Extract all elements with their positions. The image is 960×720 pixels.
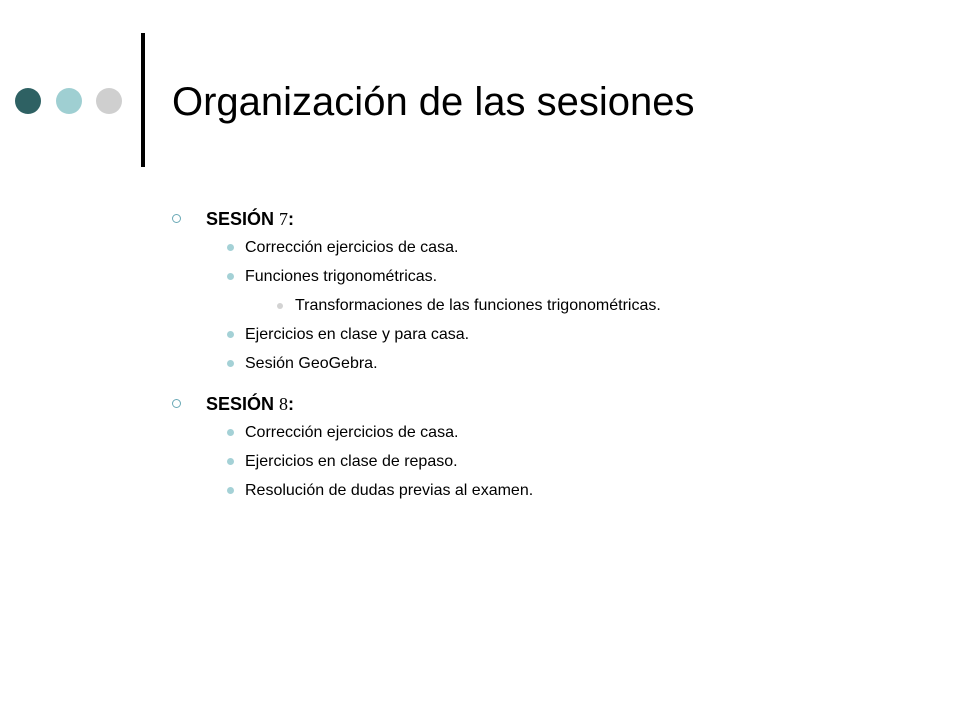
session-label-text: SESIÓN xyxy=(206,209,275,229)
list-item-text: Corrección ejercicios de casa. xyxy=(245,424,459,441)
slide-title: Organización de las sesiones xyxy=(172,80,695,124)
list-item-text: Funciones trigonométricas. xyxy=(245,268,438,285)
bullet-icon xyxy=(227,487,234,494)
decorative-dot-dark xyxy=(15,88,41,114)
list-item-text: Resolución de dudas previas al examen. xyxy=(245,482,534,499)
list-item-text: Ejercicios en clase de repaso. xyxy=(245,453,458,470)
list-item xyxy=(172,476,932,505)
sub-list-item xyxy=(172,291,932,320)
sub-list-item-text: Transformaciones de las funciones trigonométricas. xyxy=(295,297,661,314)
ring-bullet-icon xyxy=(172,214,181,223)
list-item xyxy=(172,320,932,349)
list-item-text: Corrección ejercicios de casa. xyxy=(245,239,459,256)
title-divider xyxy=(141,33,145,167)
list-item-text: Ejercicios en clase y para casa. xyxy=(245,326,470,343)
session-heading xyxy=(172,205,932,233)
session-colon: : xyxy=(288,394,295,414)
session-colon: : xyxy=(288,209,295,229)
list-item xyxy=(172,233,932,262)
session-7 xyxy=(172,205,932,378)
bullet-icon xyxy=(227,458,234,465)
sub-bullet-icon xyxy=(277,303,283,309)
bullet-icon xyxy=(227,273,234,280)
slide-content xyxy=(172,205,932,505)
list-item xyxy=(172,447,932,476)
list-item xyxy=(172,418,932,447)
session-8 xyxy=(172,390,932,505)
list-item xyxy=(172,349,932,378)
session-label xyxy=(206,209,294,229)
bullet-icon xyxy=(227,331,234,338)
session-heading xyxy=(172,390,932,418)
bullet-icon xyxy=(227,360,234,367)
list-item xyxy=(172,262,932,291)
decorative-dot-teal xyxy=(56,88,82,114)
list-item-text: Sesión GeoGebra. xyxy=(245,355,378,372)
bullet-icon xyxy=(227,429,234,436)
session-label-text: SESIÓN xyxy=(206,394,275,414)
session-number: 7 xyxy=(279,209,289,229)
session-label xyxy=(206,394,294,414)
session-number: 8 xyxy=(279,394,289,414)
decorative-dot-gray xyxy=(96,88,122,114)
ring-bullet-icon xyxy=(172,399,181,408)
bullet-icon xyxy=(227,244,234,251)
